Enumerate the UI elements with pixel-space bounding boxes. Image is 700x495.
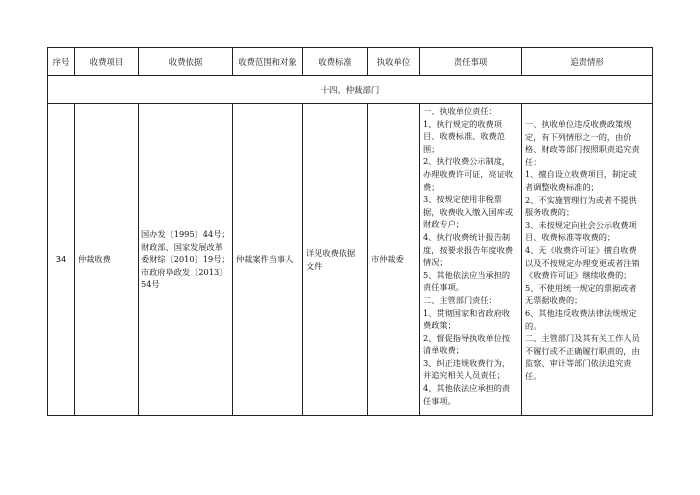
cell-text-line: 一、执收单位责任： [423, 106, 497, 116]
cell-text-line: 财政专户； [423, 219, 464, 230]
cell-text-line: 1、擅自设立收费项目，制定或 [525, 169, 637, 180]
header-pursue: 追责情形 [522, 48, 653, 76]
cell-text-line: 国办发〔1995〕44号； [141, 229, 230, 240]
cell-text-line: 54号 [141, 279, 160, 290]
header-basis: 收费依据 [139, 48, 233, 76]
cell-text-line: 1、执行规定的收费项 [423, 118, 502, 129]
cell-text-line: 情况； [423, 257, 448, 268]
cell-text-line: 1、贯彻国家和省政府收 [423, 307, 511, 318]
cell-text-line: 定，有下列情形之一的，由价 [525, 131, 632, 142]
cell-text-line: 二、主管部门及其有关工作人员 [525, 333, 640, 344]
header-standard: 收费标准 [303, 48, 368, 76]
cell-duty [420, 104, 522, 416]
cell-text-line: 清单收费； [423, 345, 464, 356]
cell-text-line: 2、督促指导执收单位按 [423, 332, 511, 343]
cell-standard [303, 104, 368, 416]
cell-text-line: 责任事项。 [423, 282, 464, 293]
cell-pursue [522, 104, 653, 416]
cell-text-line: 5、其他依法应当承担的 [423, 269, 511, 280]
cell-text-line: 6、其他违反收费法律法规规定 [525, 307, 637, 318]
section-row [48, 76, 653, 104]
cell-text-line: 市政府阜政发〔2013〕 [141, 266, 228, 277]
cell-text-line: 4、其他依法应承担的责 [423, 383, 511, 394]
cell-text-line: 的。 [525, 320, 542, 331]
cell-text-line: 5、不使用统一规定的票据或者 [525, 282, 637, 293]
cell-text-line: 任： [525, 156, 542, 167]
cell-text-line: 据，收费收入缴入国库或 [423, 206, 514, 217]
cell-scope: 仲裁案件当事人 [233, 104, 303, 416]
header-scope: 收费范围和对象 [233, 48, 303, 76]
header-unit: 执收单位 [368, 48, 420, 76]
cell-text-line: 3、按规定使用非税票 [423, 194, 502, 205]
cell-text-line: 服务收费的； [525, 207, 575, 218]
cell-text-line: 二、主管部门责任： [423, 294, 497, 305]
cell-text-line: 办理收费许可证，亮证收 [423, 168, 514, 179]
header-item: 收费项目 [75, 48, 139, 76]
cell-unit: 市仲裁委 [368, 104, 420, 416]
header-row [48, 48, 653, 76]
cell-item: 仲裁收费 [75, 104, 139, 416]
cell-text-line: 费政策； [423, 320, 456, 331]
cell-seq: 34 [48, 104, 75, 416]
header-duty: 责任事项 [420, 48, 522, 76]
cell-basis [139, 104, 233, 416]
fee-table [47, 47, 653, 416]
cell-text-line: 无票据收费的； [525, 295, 583, 306]
cell-text-line: 不履行或不正确履行职责的，由 [525, 345, 640, 356]
cell-text-line: 3、纠正违规收费行为， [423, 357, 511, 368]
cell-text-line: 委财综〔2010〕19号； [141, 254, 230, 265]
cell-text-line: 4、执行收费统计报告制 [423, 231, 511, 242]
cell-text-line: 围； [423, 143, 440, 154]
cell-text-line: 4、无《收费许可证》擅自收费 [525, 244, 637, 255]
cell-text-line: 2、执行收费公示制度， [423, 156, 511, 167]
cell-text-line: 以及不按规定办理变更或者注销 [525, 257, 640, 268]
cell-text-line: 3、未按规定向社会公示收费项 [525, 219, 637, 230]
cell-text-line: 任事项。 [423, 395, 456, 406]
cell-text-line: 度，按要求报告年度收费 [423, 244, 514, 255]
cell-text-line: 者调整收费标准的； [525, 181, 599, 192]
cell-text-line: 任。 [525, 370, 542, 381]
cell-text-line: 监察、审计等部门依法追究责 [525, 358, 632, 369]
cell-text-line: 格、财政等部门按照职责追究责 [525, 144, 640, 155]
cell-text-line: 文件 [306, 260, 323, 271]
cell-text-line: 目、收费标准、收费范 [423, 131, 505, 142]
cell-text-line: 财政部、国家发展改革 [141, 241, 223, 252]
table-row [48, 104, 653, 416]
cell-text-line: 《收费许可证》继续收费的； [525, 270, 632, 281]
cell-text-line: 一、执收单位违反收费政策规 [525, 119, 632, 129]
cell-text-line: 目、收费标准等收费的； [525, 232, 616, 243]
header-seq: 序号 [48, 48, 75, 76]
cell-text-line: 详见收费依据 [306, 247, 356, 258]
cell-text-line: 费； [423, 181, 440, 192]
section-title: 十四、仲裁部门 [48, 76, 653, 104]
cell-text-line: 并追究相关人员责任； [423, 370, 505, 381]
cell-text-line: 2、不实施管理行为或者不提供 [525, 194, 637, 205]
